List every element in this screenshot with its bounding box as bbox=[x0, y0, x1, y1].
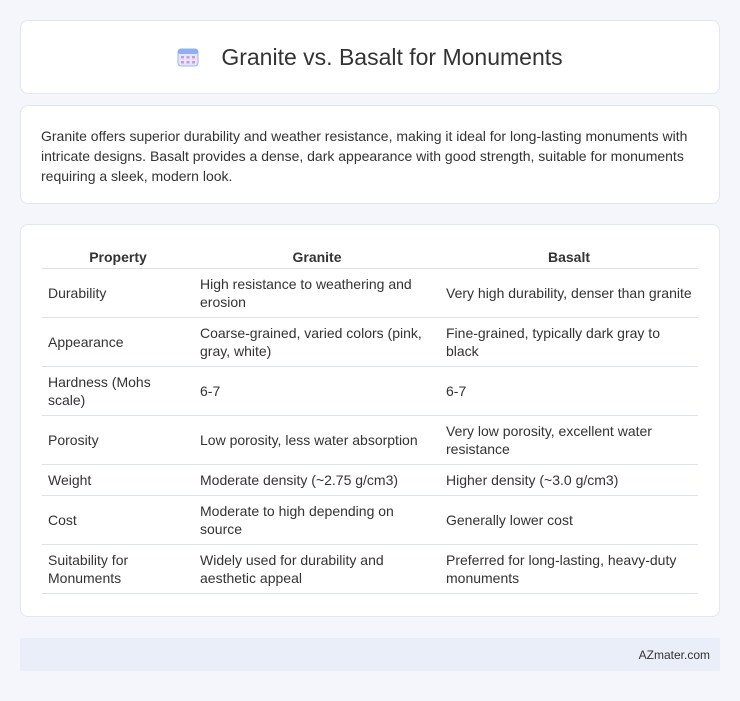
header-granite: Granite bbox=[194, 245, 440, 269]
basalt-cell: Very high durability, denser than granite bbox=[440, 269, 698, 318]
granite-cell: High resistance to weathering and erosion bbox=[194, 269, 440, 318]
granite-cell: Moderate density (~2.75 g/cm3) bbox=[194, 465, 440, 496]
property-cell: Cost bbox=[42, 496, 194, 545]
intro-card bbox=[20, 105, 720, 204]
title-card bbox=[20, 20, 720, 94]
page-title: Granite vs. Basalt for Monuments bbox=[221, 43, 563, 70]
property-cell: Durability bbox=[42, 269, 194, 318]
property-cell: Weight bbox=[42, 465, 194, 496]
granite-cell: Widely used for durability and aesthetic appeal bbox=[194, 545, 440, 594]
header-basalt: Basalt bbox=[440, 245, 698, 269]
table-row bbox=[42, 367, 698, 416]
intro-text: Granite offers superior durability and weather resistance, making it ideal for long-lasting monuments with intricate designs. Basalt provides a dense, dark appearance with good strength, suitable for monuments requiring a sleek, modern look. bbox=[41, 128, 688, 184]
table-row bbox=[42, 545, 698, 594]
table-row bbox=[42, 318, 698, 367]
basalt-cell: Higher density (~3.0 g/cm3) bbox=[440, 465, 698, 496]
granite-cell: Coarse-grained, varied colors (pink, gray, white) bbox=[194, 318, 440, 367]
basalt-cell: Very low porosity, excellent water resistance bbox=[440, 416, 698, 465]
footer bbox=[20, 638, 720, 671]
granite-cell: 6-7 bbox=[194, 367, 440, 416]
basalt-cell: Preferred for long-lasting, heavy-duty monuments bbox=[440, 545, 698, 594]
table-header-row bbox=[42, 245, 698, 269]
table-row bbox=[42, 496, 698, 545]
footer-brand[interactable]: AZmater.com bbox=[638, 647, 710, 662]
property-cell: Hardness (Mohs scale) bbox=[42, 367, 194, 416]
comparison-table bbox=[42, 245, 698, 594]
table-row bbox=[42, 465, 698, 496]
granite-cell: Moderate to high depending on source bbox=[194, 496, 440, 545]
table-row bbox=[42, 416, 698, 465]
property-cell: Appearance bbox=[42, 318, 194, 367]
header-property: Property bbox=[42, 245, 194, 269]
property-cell: Porosity bbox=[42, 416, 194, 465]
property-cell: Suitability for Monuments bbox=[42, 545, 194, 594]
calendar-icon bbox=[177, 46, 199, 68]
basalt-cell: Fine-grained, typically dark gray to black bbox=[440, 318, 698, 367]
table-row bbox=[42, 269, 698, 318]
basalt-cell: 6-7 bbox=[440, 367, 698, 416]
basalt-cell: Generally lower cost bbox=[440, 496, 698, 545]
comparison-card bbox=[20, 224, 720, 617]
granite-cell: Low porosity, less water absorption bbox=[194, 416, 440, 465]
